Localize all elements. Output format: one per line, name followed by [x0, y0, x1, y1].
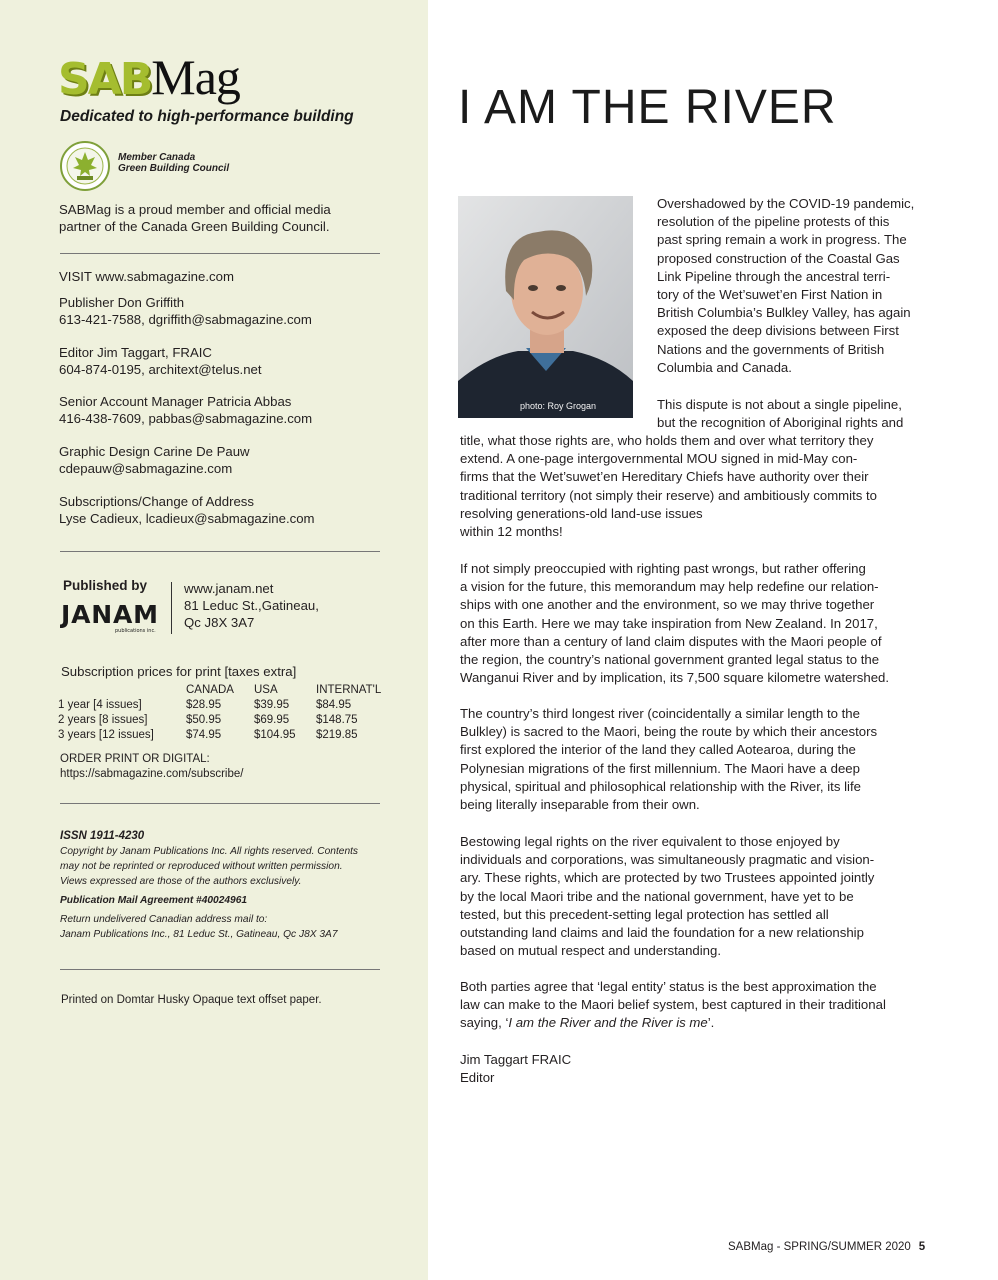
divider — [60, 803, 380, 804]
author-photo — [458, 196, 633, 418]
published-by-label: Published by — [63, 578, 148, 593]
table-cell: 2 years [8 issues] — [58, 714, 148, 726]
table-cell: 1 year [4 issues] — [58, 699, 142, 711]
tagline: Dedicated to high-performance building — [60, 108, 354, 125]
page-number: 5 — [918, 1241, 926, 1253]
article-paragraph: The country’s third longest river (coincidentally a similar length to the Bulkley) is sacred to the Maori, being the route by which their ancestors first explored the interior of the land they called Aotearoa, during the Polynesian migrations of the first millennium. The Maori have a deep physical, spiritual and philosophical relationship with the River, its life being literally inseparable from their own. — [460, 706, 878, 813]
table-cell: $148.75 — [316, 714, 358, 726]
svg-text:publications inc.: publications inc. — [115, 628, 156, 634]
table-cell: $74.95 — [186, 729, 222, 741]
contact-editor: Editor Jim Taggart, FRAIC 604-874-0195, architext@telus.net — [59, 345, 262, 377]
article-paragraph: This dispute is not about a single pipeline, but the recognition of Aboriginal rights and — [657, 397, 904, 431]
table-header: CANADA — [186, 684, 234, 696]
subscription-prices-table — [58, 683, 381, 743]
divider — [60, 551, 380, 552]
photo-credit: photo: Roy Grogan — [520, 401, 597, 411]
printed-note: Printed on Domtar Husky Opaque text offset paper. — [61, 994, 322, 1006]
table-row — [58, 713, 381, 728]
cagbc-member-text: Member Canada Green Building Council — [118, 152, 230, 174]
footer-issue: SABMag - SPRING/SUMMER 2020 — [728, 1241, 911, 1253]
publisher-divider — [171, 582, 172, 634]
table-header-row — [58, 683, 381, 698]
table-cell: $28.95 — [186, 699, 222, 711]
contact-publisher: Publisher Don Griffith 613-421-7588, dgriffith@sabmagazine.com — [59, 295, 312, 327]
river-quote: I am the River and the River is me — [508, 1015, 708, 1031]
publisher-address: www.janam.net 81 Leduc St.,Gatineau, Qc J8X 3A7 — [184, 581, 319, 630]
page-footer — [728, 1241, 925, 1253]
article-title: I AM THE RIVER — [458, 81, 837, 134]
table-cell: $84.95 — [316, 699, 352, 711]
masthead-sidebar — [0, 0, 428, 1280]
table-row — [58, 728, 381, 743]
sabmag-logo: SABMag — [58, 49, 240, 105]
article-paragraph: Bestowing legal rights on the river equivalent to those enjoyed by individuals and corporations, was simultaneously pragmatic and vision- ary. These rights, which are protected by two Trustees appointed jointly by the local Maori tribe and the national government, have yet to be tested, but this precedent-setting legal protection has settled all outstanding land claims and laid the foundation for a new relationship based on mutual respect and understanding. — [460, 834, 875, 959]
article-paragraph: Both parties agree that ‘legal entity’ status is the best approximation the law can make to the Maori belief system, best captured in their traditional saying, ‘I am the River and the River is me’. — [460, 979, 886, 1031]
table-cell: $50.95 — [186, 714, 222, 726]
contact-subscriptions: Subscriptions/Change of Address Lyse Cadieux, lcadieux@sabmagazine.com — [59, 494, 315, 526]
author-signature: Jim Taggart FRAIC Editor — [460, 1052, 572, 1086]
visit-link[interactable]: VISIT www.sabmagazine.com — [59, 269, 234, 284]
cagbc-badge-icon — [60, 141, 110, 191]
janam-logo — [60, 595, 160, 637]
article-paragraph: If not simply preoccupied with righting past wrongs, but rather offering a vision for the future, this memorandum may help redefine our relation- ships with one another and the environment, so we may thrive together on this Earth. Here we may take inspiration from New Zealand. In 2017, after more than a century of land claim disputes with the Maori people of the region, the country’s national government granted legal status to the Wanganui River and by implication, its 7,500 square kilometre watershed. — [460, 561, 890, 686]
order-info: ORDER PRINT OR DIGITAL: https://sabmagazine.com/subscribe/ — [60, 753, 244, 780]
table-header: USA — [254, 684, 278, 696]
divider — [60, 253, 380, 254]
subscription-prices-title: Subscription prices for print [taxes extra] — [61, 664, 297, 679]
legal-notice: ISSN 1911-4230 Copyright by Janam Publications Inc. All rights reserved. Contents may not be reprinted or reproduced without written permission. Views expressed are those of the authors exclusively. Publication Mail Agreement #40024961 Return undelivered Canadian address mail to: Janam Publications Inc., 81 Leduc St., Gatineau, Qc J8X 3A7 — [60, 830, 359, 940]
about-text: SABMag is a proud member and official media partner of the Canada Green Building Council. — [59, 202, 331, 234]
subscribe-link[interactable]: https://sabmagazine.com/subscribe/ — [60, 768, 244, 780]
table-header — [58, 683, 186, 698]
contact-account-manager: Senior Account Manager Patricia Abbas 416-438-7609, pabbas@sabmagazine.com — [59, 394, 313, 426]
svg-text:JANAM: JANAM — [61, 600, 157, 629]
table-cell: $69.95 — [254, 714, 290, 726]
contact-graphic-design: Graphic Design Carine De Pauw cdepauw@sabmagazine.com — [59, 444, 250, 476]
table-cell: $104.95 — [254, 729, 296, 741]
divider — [60, 969, 380, 970]
table-row — [58, 698, 381, 713]
article-paragraph: title, what those rights are, who holds them and over what territory they extend. A one-page intergovernmental MOU signed in mid-May con- firms that the Wet’suwet’en Hereditary Chiefs have authority over their traditional territory (not simply their reserve) and ambitiously commits to resolving generations-old land-use issues within 12 months! — [460, 433, 878, 540]
table-header: INTERNAT'L — [316, 684, 382, 696]
table-cell: 3 years [12 issues] — [58, 729, 154, 741]
article-paragraph: Overshadowed by the COVID-19 pandemic, resolution of the pipeline protests of this past spring remain a work in progress. The proposed construction of the Coastal Gas Link Pipeline through the ancestral terri- tory of the Wet’suwet’en First Nation in British Columbia’s Bulkley Valley, has again exposed the deep divisions between First Nations and the governments of British Columbia and Canada. — [657, 196, 915, 375]
table-cell: $39.95 — [254, 699, 290, 711]
table-cell: $219.85 — [316, 729, 358, 741]
